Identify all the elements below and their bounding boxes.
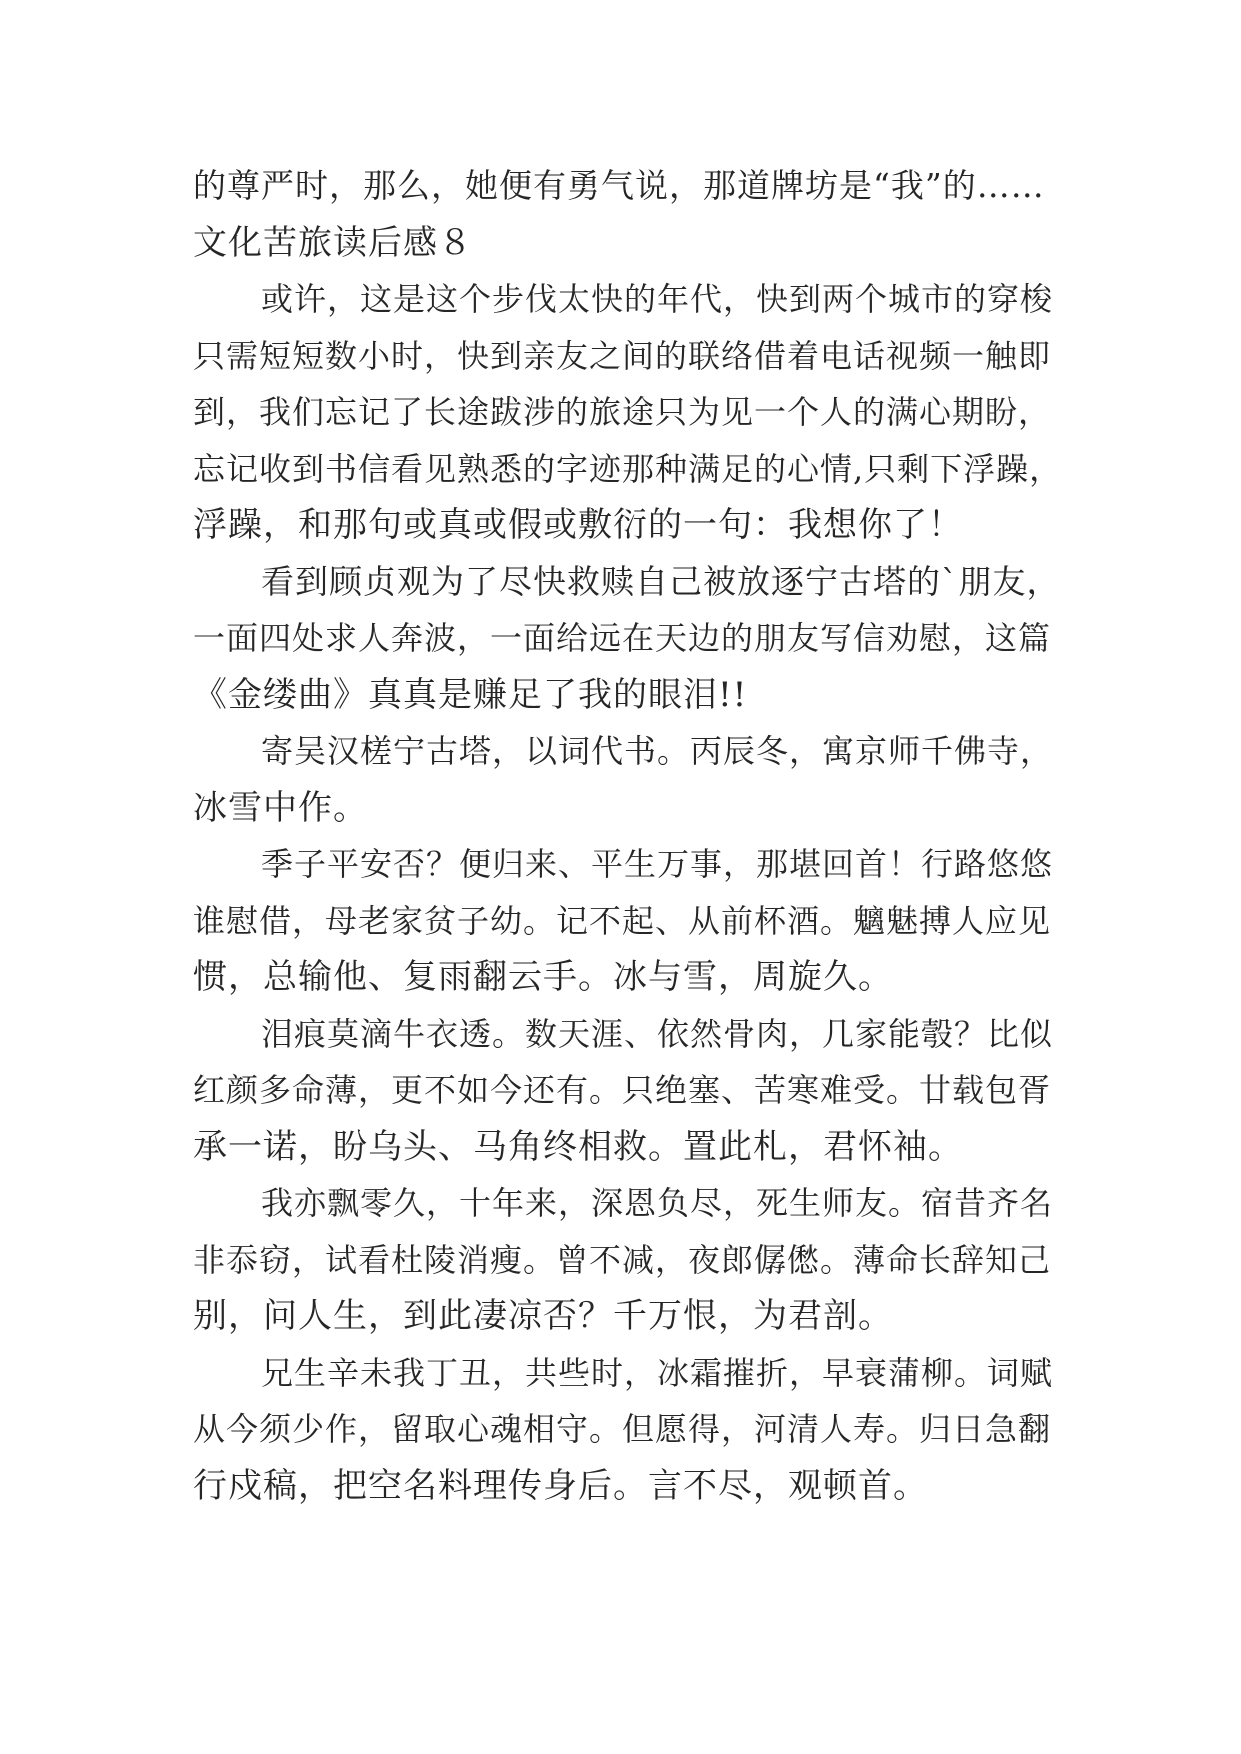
section-heading: 文化苦旅读后感８	[193, 222, 473, 263]
text-line: 看到顾贞观为了尽快救赎自己被放逐宁古塔的`朋友，	[261, 561, 1061, 601]
text-line: 只需短短数小时，快到亲友之间的联络借着电话视频一触即	[193, 336, 1052, 375]
text-line: 惯，总输他、复雨翻云手。冰与雪，周旋久。	[193, 957, 893, 997]
text-line: 浮躁，和那句或真或假或敷衍的一句：我想你了！	[193, 505, 963, 545]
text-line: 《金缕曲》真真是赚足了我的眼泪!!	[193, 674, 748, 715]
text-line: 别，问人生，到此凄凉否？千万恨，为君剖。	[193, 1296, 893, 1336]
text-line: 寄吴汉槎宁古塔，以词代书。丙辰冬，寓京师千佛寺，	[261, 732, 1054, 770]
text-line: 承一诺，盼乌头、马角终相救。置此札，君怀袖。	[193, 1126, 963, 1167]
text-line: 一面四处求人奔波，一面给远在天边的朋友写信劝慰，这篇	[193, 619, 1052, 657]
text-line: 兄生辛未我丁丑，共些时，冰霜摧折，早衰蒲柳。词赋	[261, 1353, 1054, 1392]
text-line: 忘记收到书信看见熟悉的字迹那种满足的心情,只剩下浮躁，	[193, 449, 1063, 488]
text-line: 红颜多命薄，更不如今还有。只绝塞、苦寒难受。廿载包胥	[193, 1071, 1052, 1109]
text-line: 谁慰借，母老家贫子幼。记不起、从前杯酒。魑魅搏人应见	[193, 901, 1052, 940]
text-line: 行戍稿，把空名料理传身后。言不尽，观顿首。	[193, 1465, 928, 1506]
text-line: 我亦飘零久，十年来，深恩负尽，死生师友。宿昔齐名	[261, 1184, 1054, 1222]
text-line: 或许，这是这个步伐太快的年代，快到两个城市的穿梭	[261, 280, 1054, 318]
text-line: 到，我们忘记了长途跋涉的旅途只为见一个人的满心期盼，	[193, 393, 1052, 431]
text-line: 冰雪中作。	[193, 787, 368, 828]
text-line: 泪痕莫滴牛衣透。数天涯、依然骨肉，几家能彀？比似	[261, 1014, 1054, 1053]
text-line: 从今须少作，留取心魂相守。但愿得，河清人寿。归日急翻	[193, 1410, 1052, 1448]
text-line: 季子平安否？便归来、平生万事，那堪回首！行路悠悠	[261, 845, 1054, 883]
text-line: 的尊严时，那么，她便有勇气说，那道牌坊是“我”的……	[193, 166, 1045, 205]
text-line: 非忝窃，试看杜陵消瘦。曾不减，夜郎僝僽。薄命长辞知己	[193, 1240, 1052, 1279]
document-body	[193, 158, 1065, 1514]
